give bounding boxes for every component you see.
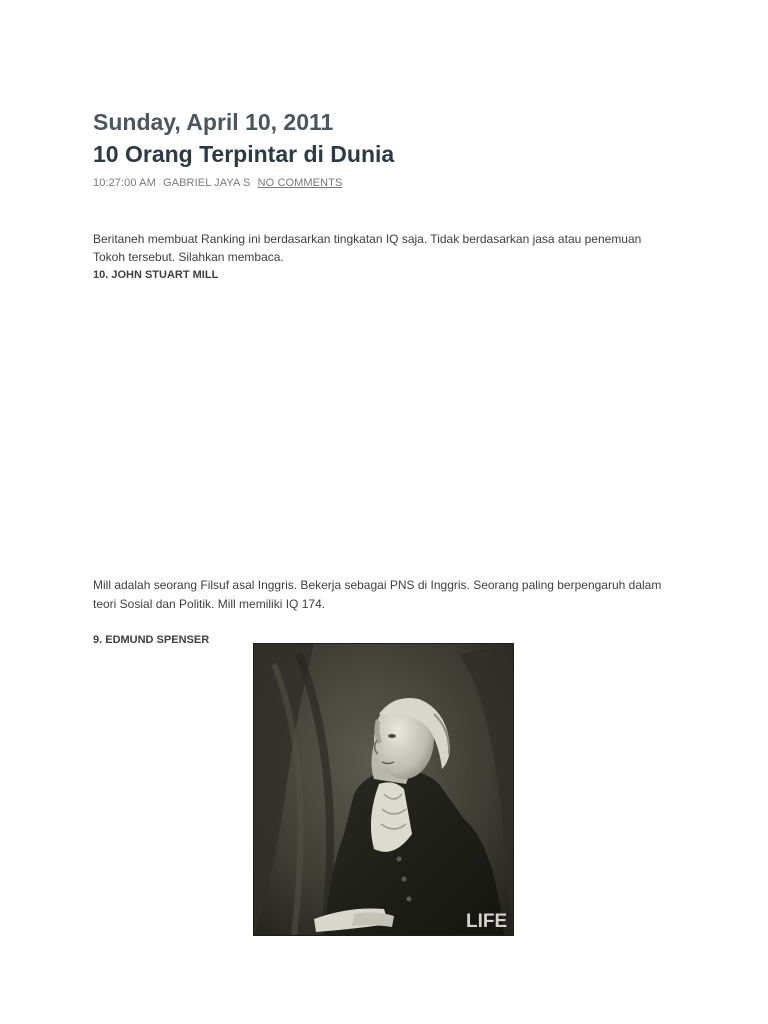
entry-heading: 10. JOHN STUART MILL xyxy=(93,269,219,281)
post-title[interactable]: 10 Orang Terpintar di Dunia xyxy=(93,141,395,167)
post-author[interactable]: GABRIEL JAYA S xyxy=(163,177,251,189)
post-timestamp[interactable]: 10:27:00 AM xyxy=(93,177,156,189)
portrait-photo[interactable] xyxy=(253,643,514,936)
post-meta xyxy=(93,176,683,190)
entry-description: Mill adalah seorang Filsuf asal Inggris. Bekerja sebagai PNS di Inggris. Seorang paling berpengaruh dalam teori Sosial dan Politik. Mill memiliki IQ 174. xyxy=(93,578,662,611)
date-header: Sunday, April 10, 2011 xyxy=(93,109,334,135)
comments-link[interactable]: NO COMMENTS xyxy=(257,177,343,189)
entry-heading: 9. EDMUND SPENSER xyxy=(93,634,210,646)
missing-image-area xyxy=(93,284,683,576)
blog-post xyxy=(93,108,683,649)
post-intro: Beritaneh membuat Ranking ini berdasarkan tingkatan IQ saja. Tidak berdasarkan jasa atau penemuan Tokoh tersebut. Silahkan membaca. xyxy=(93,232,642,264)
photo-watermark: LIFE xyxy=(466,911,508,932)
